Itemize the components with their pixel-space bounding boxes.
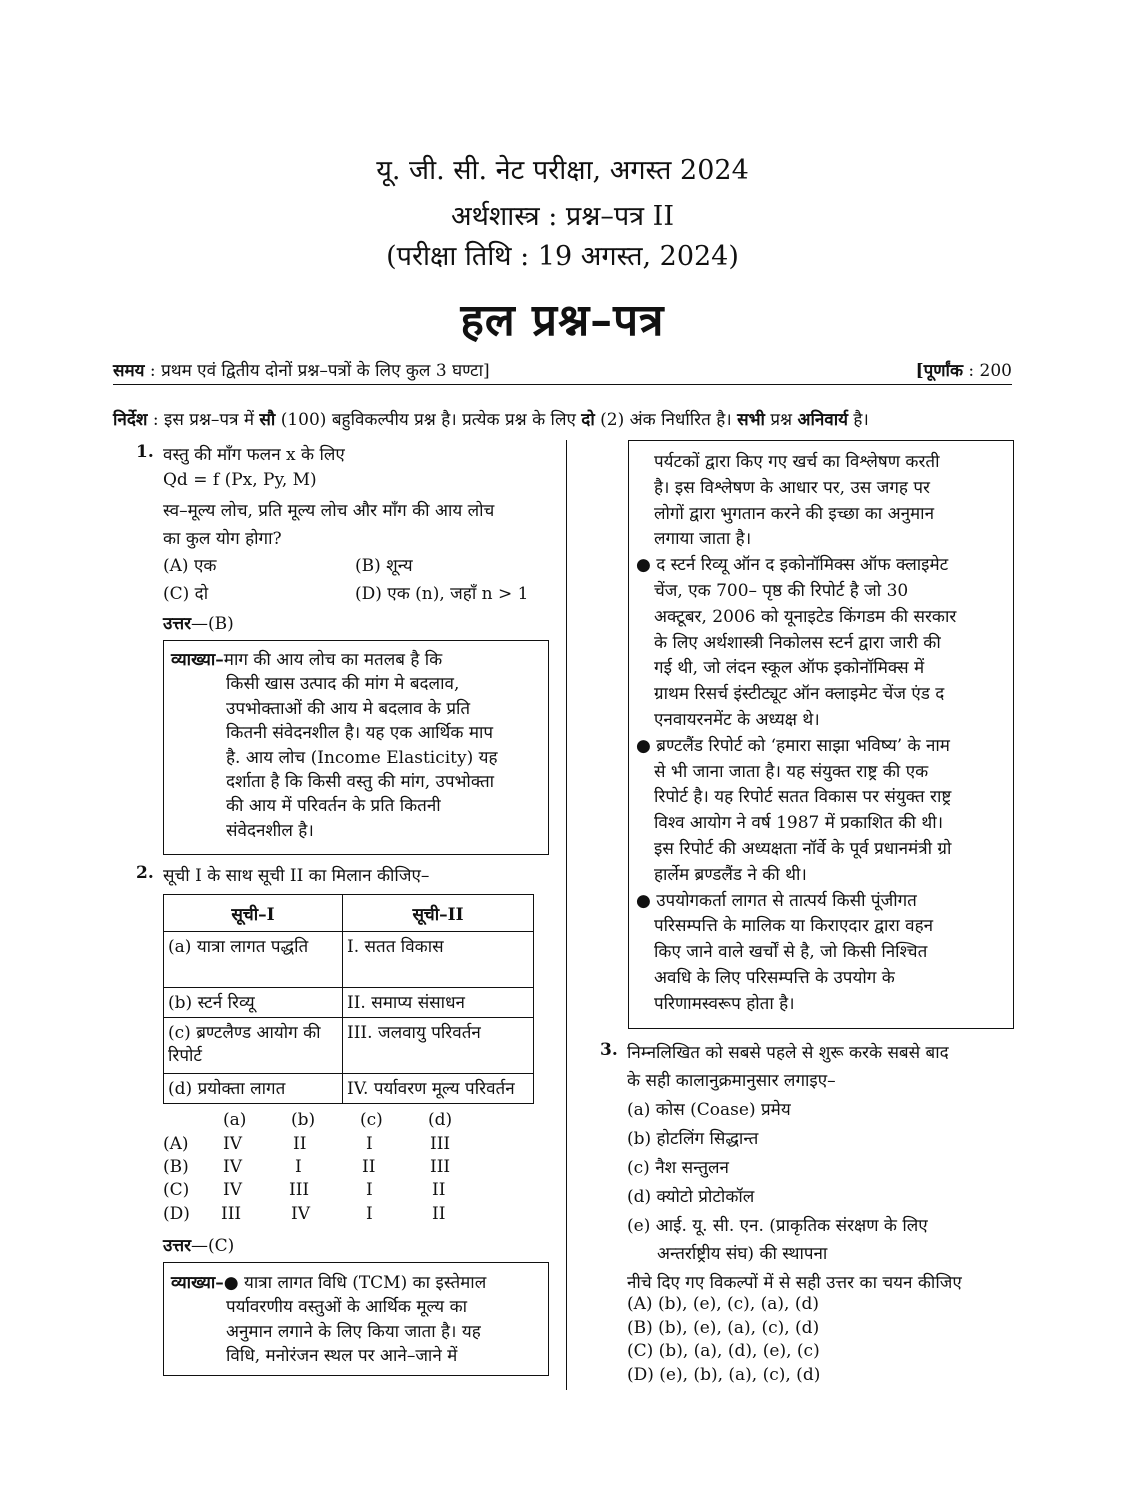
q3-option-b: (B) (b), (e), (a), (c), (d) xyxy=(627,1318,820,1338)
q1-option-c: (C) दो xyxy=(163,584,209,604)
q2-answer: उत्तर—(C) xyxy=(163,1236,235,1256)
marks-info: [पूर्णांक : 200 xyxy=(915,361,1012,381)
list-1-item: (c) ब्रण्टलैण्ड आयोग की रिपोर्ट xyxy=(164,1018,343,1074)
q3-number: 3. xyxy=(600,1040,618,1060)
list-1-header: सूची–I xyxy=(164,895,343,932)
q3-prompt: नीचे दिए गए विकल्पों में से सही उत्तर का चयन कीजिए xyxy=(627,1273,962,1293)
q3-item-c: (c) नैश सन्तुलन xyxy=(627,1158,729,1178)
q1-option-a: (A) एक xyxy=(163,556,217,576)
q2-explanation-continued: पर्यटकों द्वारा किए गए खर्च का विश्लेषण करती है। इस विश्लेषण के आधार पर, उस जगह पर लोगों द्वारा भुगतान करने की इच्छा का अनुमान लगाया जाता है। ● द स्टर्न रिव्यू ऑन द इकोनॉमिक्स ऑफ क्लाइमेट चेंज, एक 700– पृष्ठ की रिपोर्ट है जो 30 अक्टूबर, 2006 को यूनाइटेड किंगडम की सरकार के लिए अर्थशास्त्री निकोलस स्टर्न द्वारा जारी की गई थी, जो लंदन स्कूल ऑफ इकोनॉमिक्स में ग्राथम रिसर्च इंस्टीट्यूट ऑन क्लाइमेट चेंज एंड द एनवायरनमेंट के अध्यक्ष थे। ● ब्रण्टलैंड रिपोर्ट को ‘हमारा साझा भविष्य’ के नाम से भी जाना जाता है। यह संयुक्त राष्ट्र की एक रिपोर्ट है। यह रिपोर्ट सतत विकास पर संयुक्त राष्ट्र विश्व आयोग ने वर्ष 1987 में प्रकाशित की थी। इस रिपोर्ट की अध्यक्षता नॉर्वे के पूर्व प्रधानमंत्री ग्रो हार्लेम ब्रण्डलैंड ने की थी। ● उपयोगकर्ता लागत से तात्पर्य किसी पूंजीगत परिसम्पत्ति के मालिक या किराएदार द्वारा वहन किए जाने वाले खर्चों से है, जो किसी निश्चित अवधि के लिए परिसम्पत्ति के उपयोग के परिणामस्वरूप होता है। xyxy=(636,452,957,1014)
q3-option-c: (C) (b), (a), (d), (e), (c) xyxy=(627,1341,820,1361)
time-info: समय : प्रथम एवं द्वितीय दोनों प्रश्न–पत्रों के लिए कुल 3 घण्टा] xyxy=(113,361,490,381)
list-1-item: (b) स्टर्न रिव्यू xyxy=(164,988,343,1018)
q2-explanation: व्याख्या–● यात्रा लागत विधि (TCM) का इस्तेमाल पर्यावरणीय वस्तुओं के आर्थिक मूल्य का अनुमान लगाने के लिए किया जाता है। यह विधि, मनोरंजन स्थल पर आने–जाने में xyxy=(171,1273,487,1367)
column-divider xyxy=(566,440,567,1390)
q3-line1: निम्नलिखित को सबसे पहले से शुरू करके सबसे बाद xyxy=(627,1043,949,1063)
list-1-item: (d) प्रयोक्ता लागत xyxy=(164,1074,343,1104)
q1-line2: स्व–मूल्य लोच, प्रति मूल्य लोच और माँग की आय लोच xyxy=(163,501,495,521)
q1-number: 1. xyxy=(136,442,154,462)
instructions: निर्देश : इस प्रश्न–पत्र में सौ (100) बहुविकल्पीय प्रश्न है। प्रत्येक प्रश्न के लिए दो (2) अंक निर्धारित है। सभी प्रश्न अनिवार्य है। xyxy=(113,410,869,430)
exam-date: (परीक्षा तिथि : 19 अगस्त, 2024) xyxy=(386,241,739,272)
list-1-item: (a) यात्रा लागत पद्धति xyxy=(164,932,343,988)
match-table xyxy=(163,894,534,1104)
list-2-item: III. जलवायु परिवर्तन xyxy=(343,1018,534,1074)
q1-line1: वस्तु की माँग फलन x के लिए xyxy=(163,445,345,465)
list-2-header: सूची–II xyxy=(343,895,534,932)
page-heading: हल प्रश्न–पत्र xyxy=(460,295,665,346)
q1-answer: उत्तर—(B) xyxy=(163,614,234,634)
q3-line2: के सही कालानुक्रमानुसार लगाइए– xyxy=(627,1071,836,1091)
q1-option-b: (B) शून्य xyxy=(355,556,413,576)
q3-item-e: (e) आई. यू. सी. एन. (प्राकृतिक संरक्षण के लिए xyxy=(627,1216,928,1236)
q3-option-a: (A) (b), (e), (c), (a), (d) xyxy=(627,1294,819,1314)
q3-item-e-cont: अन्तर्राष्ट्रीय संघ) की स्थापना xyxy=(657,1244,828,1264)
q1-explanation: व्याख्या–माग की आय लोच का मतलब है कि किसी खास उत्पाद की मांग मे बदलाव, उपभोक्ताओं की आय मे बदलाव के प्रति कितनी संवेदनशील है। यह एक आर्थिक माप है. आय लोच (Income Elasticity) यह दर्शाता है कि किसी वस्तु की मांग, उपभोक्ता की आय में परिवर्तन के प्रति कितनी संवेदनशील है। xyxy=(171,650,498,841)
q3-item-b: (b) होटलिंग सिद्धान्त xyxy=(627,1129,759,1149)
q2-number: 2. xyxy=(136,863,154,883)
paper-subtitle: अर्थशास्त्र : प्रश्न–पत्र II xyxy=(450,201,674,232)
q2-options: (a) (b) (c) (d) (A) IV II I III (B) IV I II III (C) IV III I II (D) III IV I II xyxy=(163,1110,453,1224)
q3-item-d: (d) क्योटो प्रोटोकॉल xyxy=(627,1187,755,1207)
q1-line3: का कुल योग होगा? xyxy=(163,529,282,549)
list-2-item: II. समाप्य संसाधन xyxy=(343,988,534,1018)
q2-text: सूची I के साथ सूची II का मिलान कीजिए– xyxy=(163,866,430,886)
q1-formula: Qd = f (Px, Py, M) xyxy=(163,470,317,490)
q1-option-d: (D) एक (n), जहाँ n > 1 xyxy=(355,584,529,604)
header-rule xyxy=(113,384,1012,385)
q3-item-a: (a) कोस (Coase) प्रमेय xyxy=(627,1100,791,1120)
list-2-item: IV. पर्यावरण मूल्य परिवर्तन xyxy=(343,1074,534,1104)
exam-title: यू. जी. सी. नेट परीक्षा, अगस्त 2024 xyxy=(376,155,749,186)
list-2-item: I. सतत विकास xyxy=(343,932,534,988)
q3-option-d: (D) (e), (b), (a), (c), (d) xyxy=(627,1365,821,1385)
